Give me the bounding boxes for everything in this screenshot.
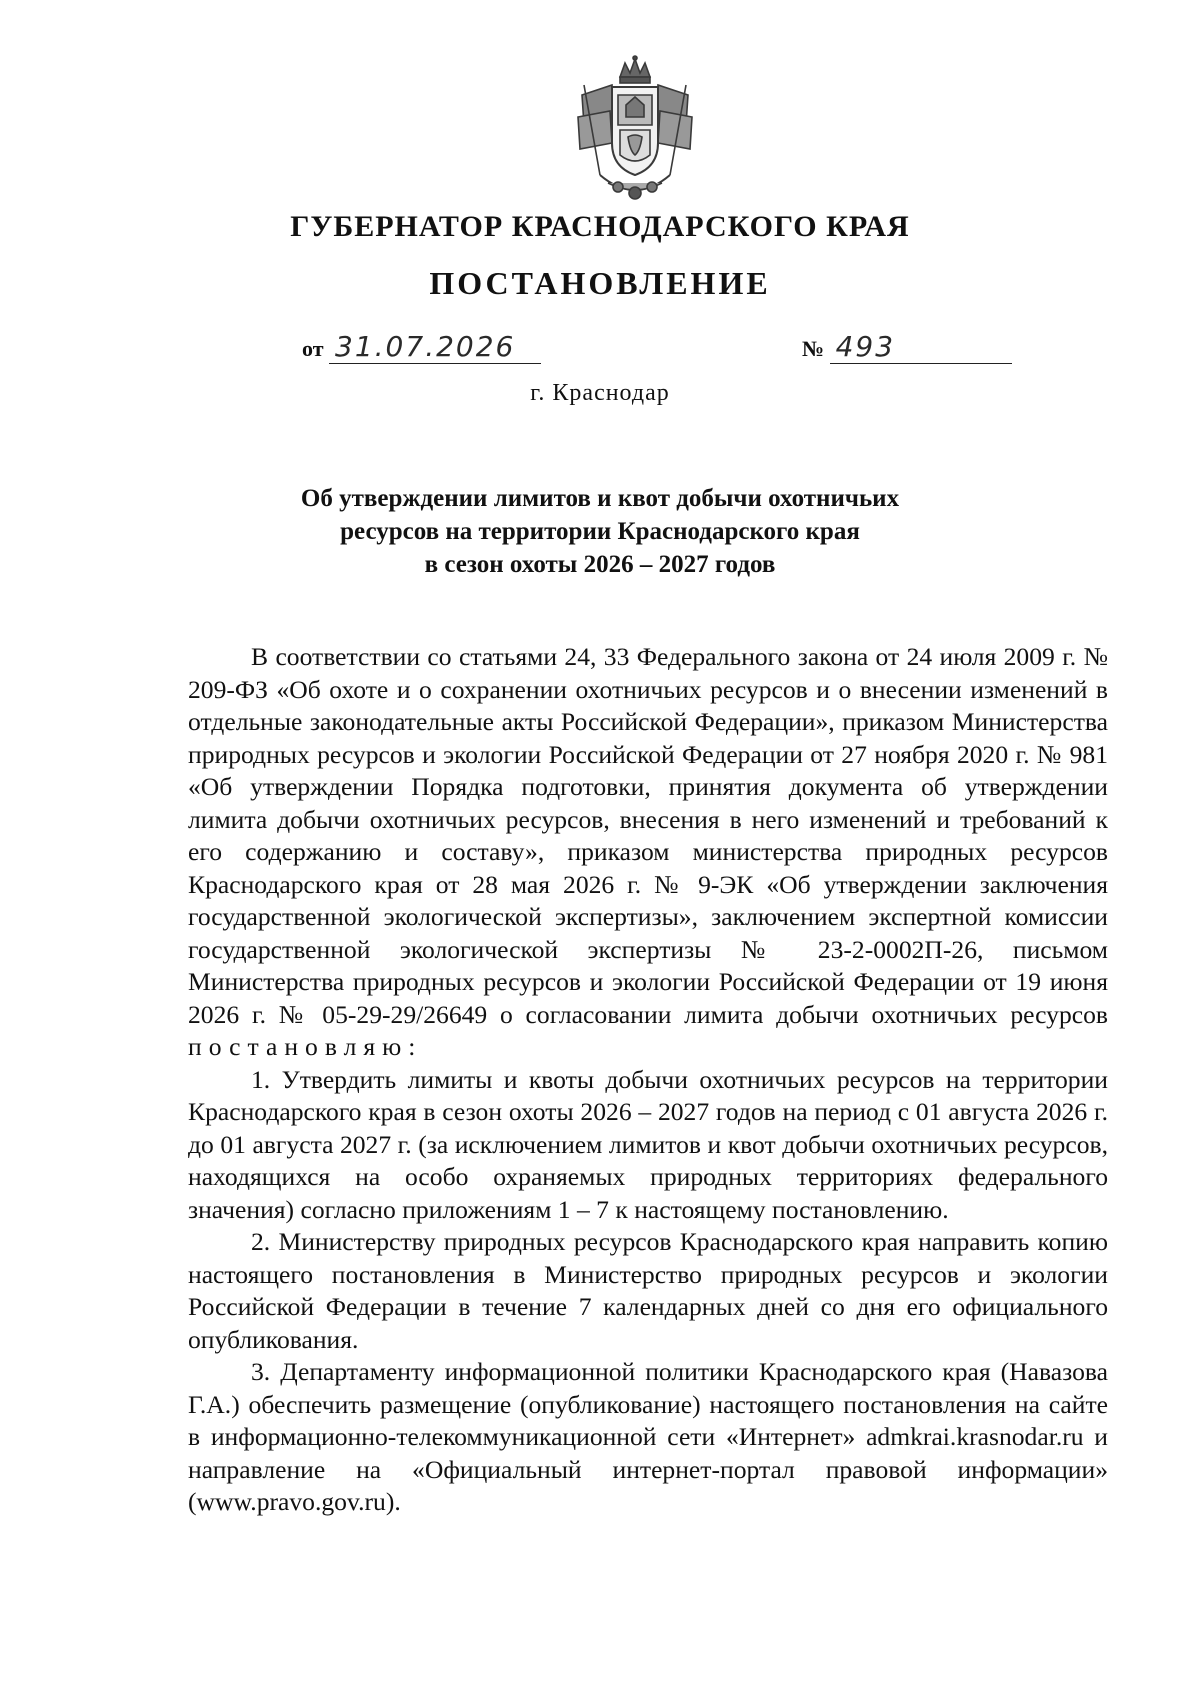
document-title	[0, 482, 1200, 581]
title-line: Об утверждении лимитов и квот добычи охотничьих	[300, 485, 900, 512]
coat-of-arms-icon	[570, 55, 700, 205]
date-value: 31.07.2026	[329, 330, 541, 364]
preamble-paragraph	[188, 641, 1108, 1064]
issuing-authority: ГУБЕРНАТОР КРАСНОДАРСКОГО КРАЯ	[290, 210, 910, 243]
city: г. Краснодар	[530, 380, 670, 406]
title-line: в сезон охоты 2026 – 2027 годов	[424, 551, 776, 578]
number-label: №	[802, 336, 825, 361]
date-field	[302, 330, 541, 364]
number-value: 493	[830, 330, 1012, 364]
resolve-word: постановляю:	[188, 1032, 423, 1061]
title-line: ресурсов на территории Краснодарского края	[340, 518, 860, 545]
preamble-text: В соответствии со статьями 24, 33 Федерального закона от 24 июля 2009 г. № 209-ФЗ «Об охоте и о сохранении охотничьих ресурсов и о внесении изменений в отдельные законодательные акты Российской Федерации», приказом Министерства природных ресурсов и экологии Российской Федерации от 27 ноября 2020 г. № 981 «Об утверждении Порядка подготовки, принятия документа об утверждении лимита добычи охотничьих ресурсов, внесения в него изменений и требований к его содержанию и составу», приказом министерства природных ресурсов Краснодарского края от 28 мая 2026 г. № 9-ЭК «Об утверждении заключения государственной экологической экспертизы», заключением экспертной комиссии государственной экологической экспертизы № 23-2-0002П-26, письмом Министерства природных ресурсов и экологии Российской Федерации от 19 июня 2026 г. № 05-29-29/26649 о согласовании лимита добычи охотничьих ресурсов	[188, 642, 1108, 1029]
document-body	[188, 641, 1108, 1519]
clause-3: 3. Департаменту информационной политики Краснодарского края (Навазова Г.А.) обеспечить размещение (опубликование) настоящего постановления на сайте в информационно-телекоммуникационной сети «Интернет» admkrai.krasnodar.ru и направление на «Официальный интернет-портал правовой информации» (www.pravo.gov.ru).	[188, 1357, 1108, 1516]
clause-1: 1. Утвердить лимиты и квоты добычи охотничьих ресурсов на территории Краснодарского края в сезон охоты 2026 – 2027 годов на период с 01 августа 2026 г. до 01 августа 2027 г. (за исключением лимитов и квот добычи охотничьих ресурсов, находящихся на особо охраняемых природных территориях федерального значения) согласно приложениям 1 – 7 к настоящему постановлению.	[188, 1064, 1108, 1224]
date-number-row	[302, 330, 1042, 370]
date-label: от	[302, 336, 324, 361]
number-field	[802, 330, 1012, 364]
document-type: ПОСТАНОВЛЕНИЕ	[429, 265, 771, 301]
clause-2: 2. Министерству природных ресурсов Краснодарского края направить копию настоящего постановления в Министерство природных ресурсов и экологии Российской Федерации в течение 7 календарных дней со дня его официального опубликования.	[188, 1227, 1108, 1354]
